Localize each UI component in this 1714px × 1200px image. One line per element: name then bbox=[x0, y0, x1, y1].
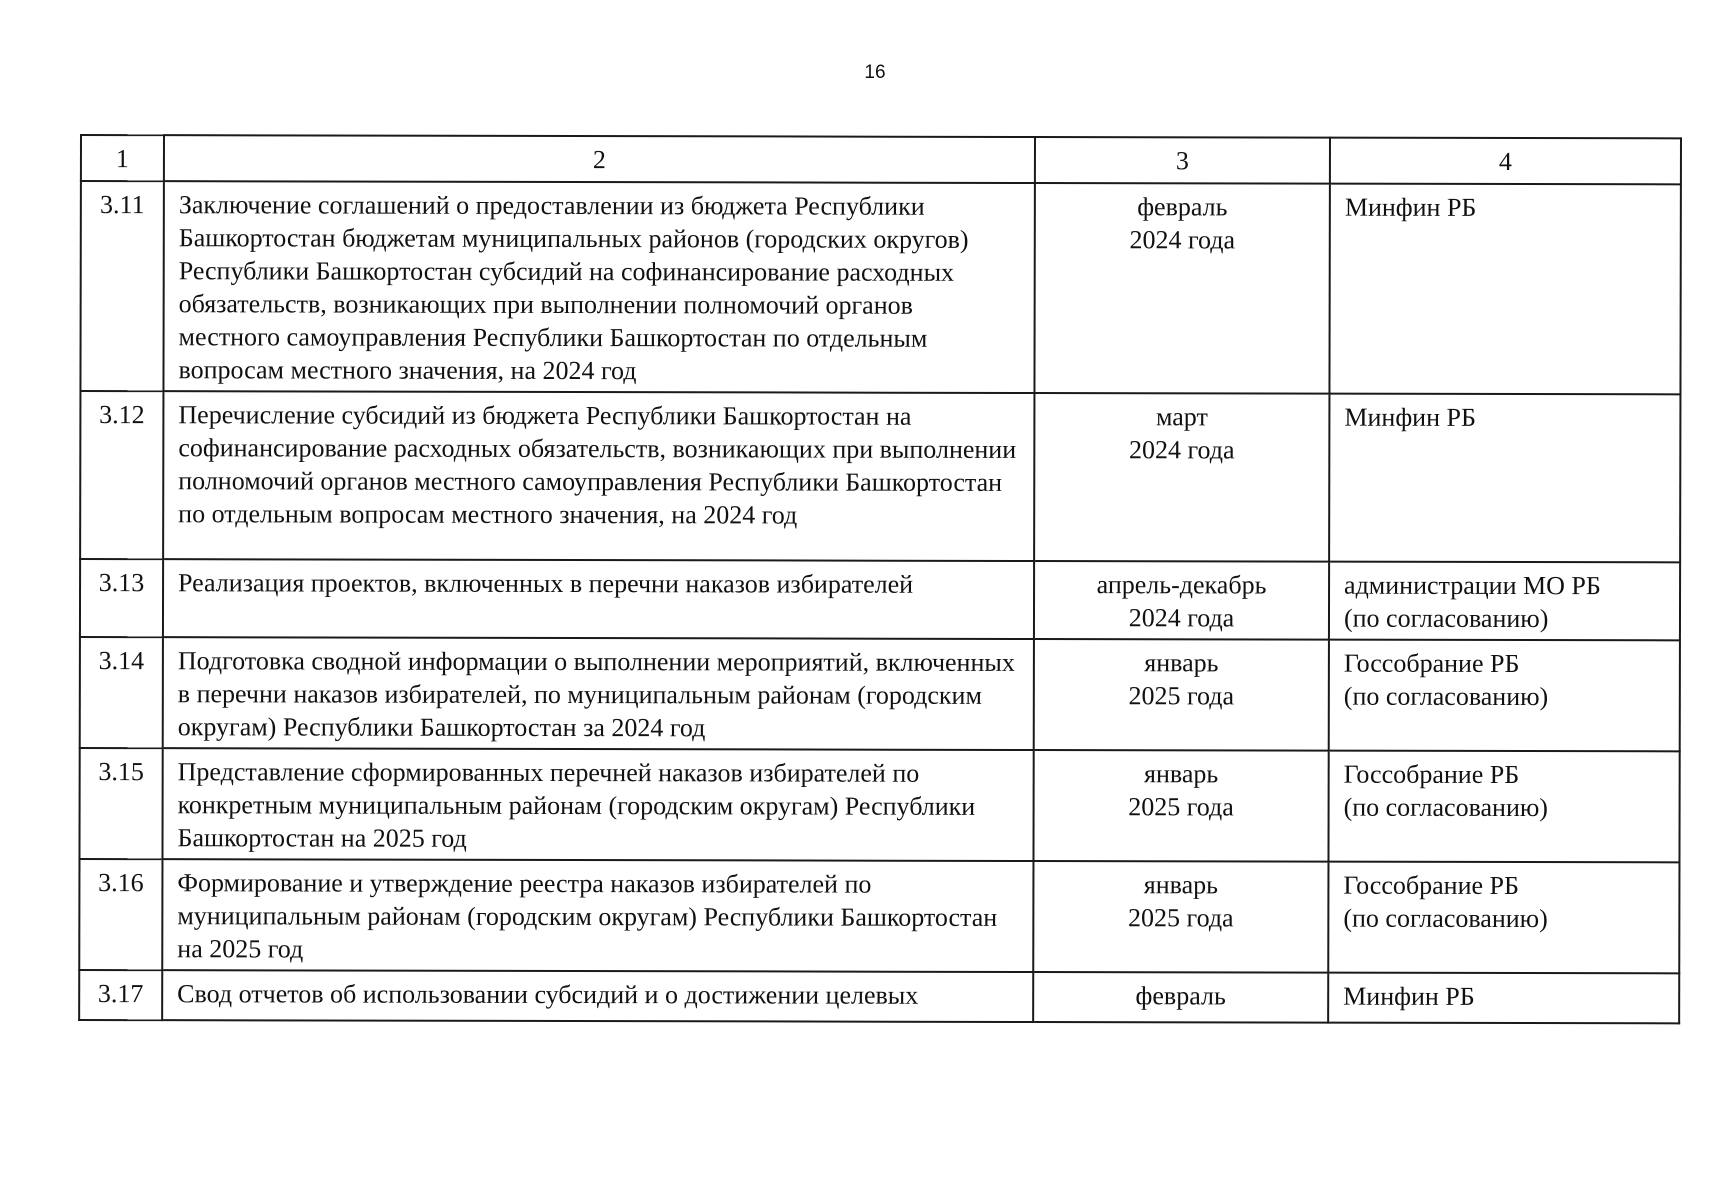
row-date: февраль bbox=[1033, 972, 1328, 1023]
row-description: Подготовка сводной информации о выполнении мероприятий, включенных в перечни наказов избирателей, по муниципальным районам (городским округам) Республики Башкортостан за 2024 год bbox=[163, 637, 1034, 750]
row-date: февраль 2024 года bbox=[1034, 183, 1329, 394]
row-number: 3.15 bbox=[79, 748, 162, 859]
header-col-2: 2 bbox=[164, 135, 1035, 183]
row-responsible: Госсобрание РБ (по согласованию) bbox=[1328, 751, 1679, 863]
row-description: Заключение соглашений о предоставлении из бюджета Республики Башкортостан бюджетам муниципальных районов (городских округов) Республики Башкортостан субсидий на софинансирование расходных обязательств, возникающих при выполнении полномочий органов местного самоуправления Республики Башкортостан по отдельным вопросам местного значения, на 2024 год bbox=[163, 181, 1034, 393]
table-row bbox=[79, 748, 1679, 862]
row-date: январь 2025 года bbox=[1034, 639, 1329, 751]
row-responsible: Минфин РБ bbox=[1329, 184, 1680, 395]
table-row bbox=[79, 859, 1679, 973]
row-number: 3.14 bbox=[80, 637, 163, 748]
row-responsible: Госсобрание РБ (по согласованию) bbox=[1328, 862, 1679, 974]
table-header-row bbox=[81, 135, 1681, 184]
table-row bbox=[80, 637, 1680, 751]
plan-table bbox=[78, 134, 1682, 1024]
row-number: 3.11 bbox=[80, 181, 163, 391]
row-description: Представление сформированных перечней наказов избирателей по конкретным муниципальным районам (городским округам) Республики Башкортостан на 2025 год bbox=[162, 748, 1033, 861]
row-responsible: администрации МО РБ (по согласованию) bbox=[1329, 562, 1680, 641]
row-number: 3.17 bbox=[79, 970, 162, 1020]
table-row bbox=[80, 181, 1680, 394]
row-responsible: Госсобрание РБ (по согласованию) bbox=[1329, 640, 1680, 752]
row-date: январь 2025 года bbox=[1033, 861, 1328, 973]
row-number: 3.12 bbox=[80, 391, 163, 559]
table-row bbox=[80, 391, 1680, 562]
row-responsible: Минфин РБ bbox=[1329, 394, 1680, 563]
header-col-4: 4 bbox=[1330, 138, 1681, 185]
row-date: январь 2025 года bbox=[1033, 750, 1328, 862]
row-responsible: Минфин РБ bbox=[1328, 973, 1679, 1024]
row-date: апрель-декабрь 2024 года bbox=[1034, 561, 1329, 640]
row-date: март 2024 года bbox=[1034, 393, 1329, 562]
table-row bbox=[80, 559, 1680, 640]
header-col-1: 1 bbox=[81, 135, 164, 181]
table-row bbox=[79, 970, 1679, 1023]
page-number: 16 bbox=[864, 62, 886, 83]
row-description: Перечисление субсидий из бюджета Республики Башкортостан на софинансирование расходных обязательств, возникающих при выполнении полномочий органов местного самоуправления Республики Башкортостан по отдельным вопросам местного значения, на 2024 год bbox=[163, 391, 1034, 561]
row-description: Свод отчетов об использовании субсидий и о достижении целевых bbox=[162, 970, 1033, 1022]
row-number: 3.16 bbox=[79, 859, 162, 970]
row-number: 3.13 bbox=[80, 559, 163, 637]
row-description: Реализация проектов, включенных в перечни наказов избирателей bbox=[163, 559, 1034, 639]
header-col-3: 3 bbox=[1035, 137, 1330, 184]
row-description: Формирование и утверждение реестра наказов избирателей по муниципальным районам (городским округам) Республики Башкортостан на 2025 год bbox=[162, 859, 1033, 972]
